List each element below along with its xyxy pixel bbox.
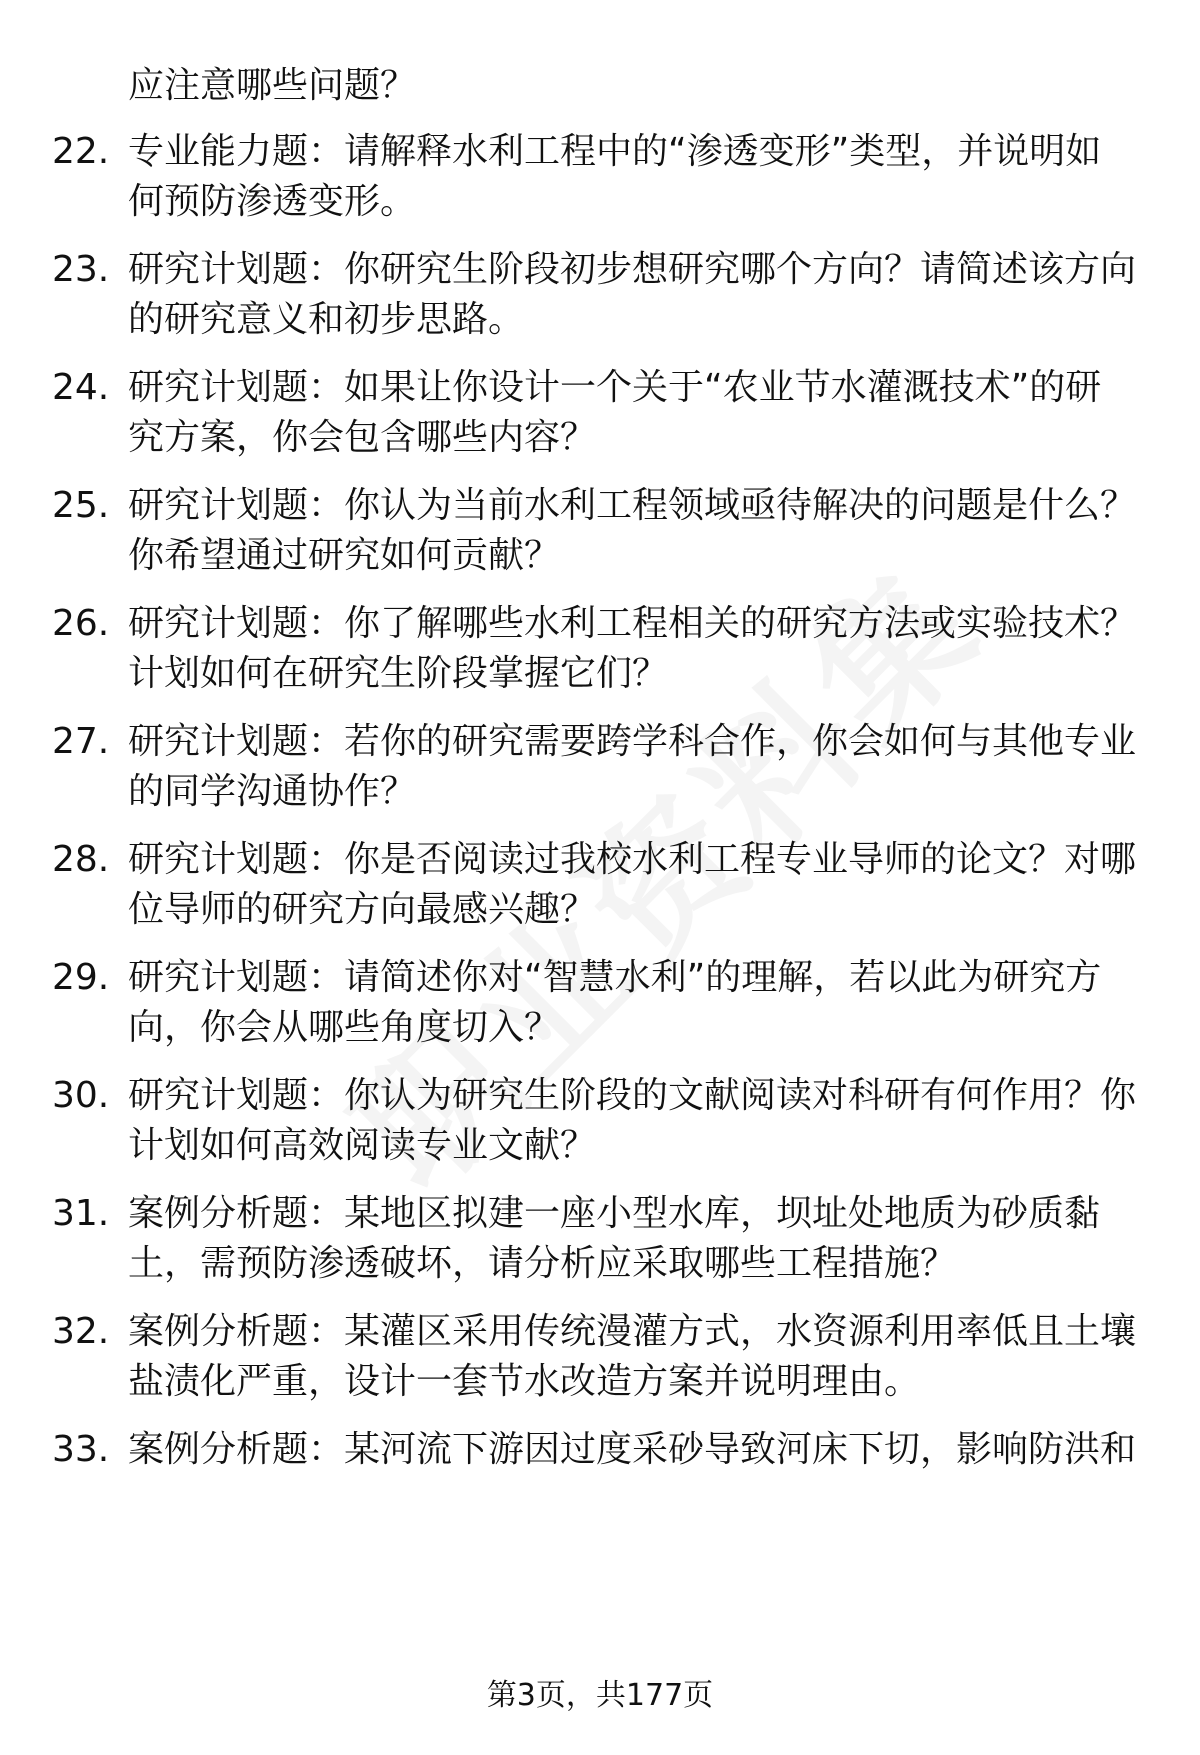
item-30-line-2: 计划如何高效阅读专业文献？ [128,1125,597,1166]
continuation-line: 应注意哪些问题？ [128,65,417,106]
item-32-line-1: 案例分析题：某灌区采用传统漫灌方式，水资源利用率低且土壤 [128,1311,1137,1352]
item-number-25: 25. [52,485,110,526]
item-26-line-1: 研究计划题：你了解哪些水利工程相关的研究方法或实验技术？ [128,603,1137,644]
item-31-line-2: 土，需预防渗透破坏，请分析应采取哪些工程措施？ [128,1243,957,1284]
item-number-23: 23. [52,249,110,290]
item-number-26: 26. [52,603,110,644]
item-number-29: 29. [52,957,110,998]
item-number-32: 32. [52,1311,110,1352]
item-28-line-1: 研究计划题：你是否阅读过我校水利工程专业导师的论文？对哪 [128,839,1137,880]
item-22-line-2: 何预防渗透变形。 [128,181,417,222]
item-24-line-1: 研究计划题：如果让你设计一个关于“农业节水灌溉技术”的研 [128,367,1102,408]
item-25-line-2: 你希望通过研究如何贡献？ [128,535,561,576]
item-33-line-1: 案例分析题：某河流下游因过度采砂导致河床下切，影响防洪和 [128,1429,1137,1470]
page-footer: 第3页，共177页 [486,1678,714,1713]
item-27-line-1: 研究计划题：若你的研究需要跨学科合作，你会如何与其他专业 [128,721,1137,762]
item-25-line-1: 研究计划题：你认为当前水利工程领域亟待解决的问题是什么？ [128,485,1137,526]
item-24-line-2: 究方案，你会包含哪些内容？ [128,417,597,458]
item-23-line-2: 的研究意义和初步思路。 [128,299,525,340]
item-number-27: 27. [52,721,110,762]
item-30-line-1: 研究计划题：你认为研究生阶段的文献阅读对科研有何作用？你 [128,1075,1137,1116]
item-number-28: 28. [52,839,110,880]
item-29-line-1: 研究计划题：请简述你对“智慧水利”的理解，若以此为研究方 [128,957,1102,998]
item-22-line-1: 专业能力题：请解释水利工程中的“渗透变形”类型，并说明如 [128,131,1102,172]
item-number-22: 22. [52,131,110,172]
item-31-line-1: 案例分析题：某地区拟建一座小型水库，坝址处地质为砂质黏 [128,1193,1101,1234]
item-26-line-2: 计划如何在研究生阶段掌握它们？ [128,653,669,694]
item-32-line-2: 盐渍化严重，设计一套节水改造方案并说明理由。 [128,1361,921,1402]
item-23-line-1: 研究计划题：你研究生阶段初步想研究哪个方向？请简述该方向 [128,249,1137,290]
item-29-line-2: 向，你会从哪些角度切入？ [128,1007,561,1048]
item-number-31: 31. [52,1193,110,1234]
item-number-33: 33. [52,1429,110,1470]
item-number-30: 30. [52,1075,110,1116]
item-number-24: 24. [52,367,110,408]
item-27-line-2: 的同学沟通协作？ [128,771,417,812]
item-28-line-2: 位导师的研究方向最感兴趣？ [128,889,597,930]
